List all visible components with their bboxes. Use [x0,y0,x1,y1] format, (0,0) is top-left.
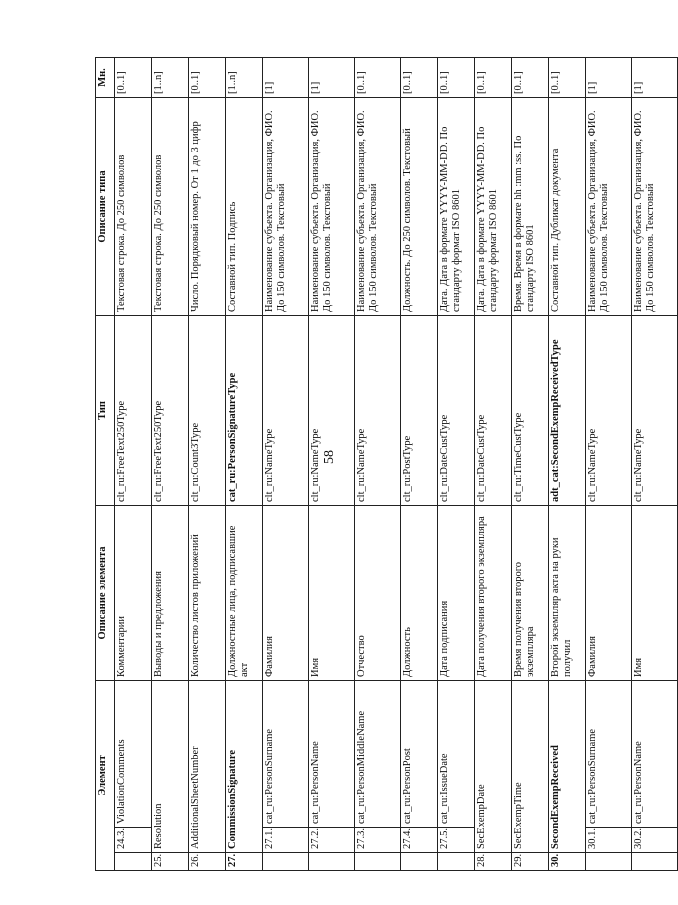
type-description: Дата. Дата в формате YYYY-MM-DD. По стандарту формат ISO 8601 [475,98,512,316]
element-description: Фамилия [263,506,309,681]
type-description: Дата. Дата в формате YYYY-MM-DD. По стандарту формат ISO 8601 [438,98,475,316]
type-description: Число. Порядковый номер. От 1 до 3 цифр [189,98,226,316]
page-number: 58 [322,450,337,464]
multiplicity: [1] [586,58,632,98]
table-row [401,58,438,871]
element-description: Второй экземпляр акта на руки получил [549,506,586,681]
multiplicity: [0..1] [512,58,549,98]
table-row [189,58,226,871]
element-name: cat_ru:PersonSurname [263,681,309,828]
element-description: Комментарии [115,506,152,681]
element-type: clt_ru:NameType [632,316,678,506]
row-number: 27.5. [438,828,475,853]
type-description: Текстовая строка. До 250 символов [115,98,152,316]
table-row [549,58,586,871]
multiplicity: [1] [632,58,678,98]
element-type: clt_ru:NameType [309,316,355,506]
element-type: cat_ru:PersonSignatureType [226,316,263,506]
row-number: 27. [226,853,263,871]
indent-cell [355,853,401,871]
table-header-row [96,58,115,871]
header-description: Описание элемента [96,506,115,681]
element-name: cat_ru:PersonPost [401,681,438,828]
element-type: clt_ru:PostType [401,316,438,506]
indent-cell [115,853,152,871]
multiplicity: [0..1] [115,58,152,98]
element-type: clt_ru:DateCustType [438,316,475,506]
element-name: Resolution [152,681,189,853]
row-number: 26. [189,853,226,871]
row-number: 30. [549,853,586,871]
table-row [115,58,152,871]
multiplicity: [0..1] [355,58,401,98]
multiplicity: [0..1] [475,58,512,98]
indent-cell [632,853,678,871]
element-description: Дата подписания [438,506,475,681]
element-name: cat_ru:PersonName [632,681,678,828]
header-type: Тип [96,316,115,506]
multiplicity: [1] [309,58,355,98]
indent-cell [586,853,632,871]
element-type: clt_ru:Count3Type [189,316,226,506]
multiplicity: [0..1] [401,58,438,98]
multiplicity: [0..1] [189,58,226,98]
element-name: AdditionalSheetNumber [189,681,226,853]
element-description: Имя [632,506,678,681]
table-row [309,58,355,871]
type-description: Составной тип. Дубликат документа [549,98,586,316]
element-description: Фамилия [586,506,632,681]
indent-cell [401,853,438,871]
type-description: Наименование субъекта. Организация, ФИО. До 150 символов. Текстовый [586,98,632,316]
indent-cell [438,853,475,871]
element-type: clt_ru:FreeText250Type [115,316,152,506]
type-description: Текстовая строка. До 250 символов [152,98,189,316]
element-type: clt_ru:DateCustType [475,316,512,506]
row-number: 28. [475,853,512,871]
element-description: Должностные лица, подписавшие акт [226,506,263,681]
multiplicity: [1..n] [152,58,189,98]
element-description: Количество листов приложений [189,506,226,681]
element-description: Должность [401,506,438,681]
multiplicity: [1] [263,58,309,98]
table-row [355,58,401,871]
table-row [475,58,512,871]
element-name: cat_ru:PersonMiddleName [355,681,401,828]
element-name: SecExempDate [475,681,512,853]
element-description: Дата получения второго экземпляра [475,506,512,681]
multiplicity: [1..n] [226,58,263,98]
indent-cell [263,853,309,871]
row-number: 27.3. [355,828,401,853]
element-description: Имя [309,506,355,681]
type-description: Составной тип. Подпись [226,98,263,316]
element-spec-table [95,57,678,871]
type-description: Должность. До 250 символов. Текстовый [401,98,438,316]
element-name: cat_ru:IssueDate [438,681,475,828]
element-type: clt_ru:NameType [263,316,309,506]
row-number: 30.2. [632,828,678,853]
row-number: 24.3. [115,828,152,853]
type-description: Время. Время в формате hh :mm :ss. По стандарту ISO 8601 [512,98,549,316]
element-name: CommissionSignature [226,681,263,853]
element-type: clt_ru:NameType [586,316,632,506]
element-type: adt_cat:SecondExempReceivedType [549,316,586,506]
table-row [263,58,309,871]
multiplicity: [0..1] [549,58,586,98]
table-row [512,58,549,871]
element-description: Время получения второго экземпляра [512,506,549,681]
element-name: SecExempTime [512,681,549,853]
row-number: 27.2. [309,828,355,853]
table-row [438,58,475,871]
table-container [95,58,656,871]
multiplicity: [0..1] [438,58,475,98]
element-name: cat_ru:PersonSurname [586,681,632,828]
element-name: ViolationComments [115,681,152,828]
element-type: clt_ru:FreeText250Type [152,316,189,506]
row-number: 29. [512,853,549,871]
table-row [586,58,632,871]
row-number: 30.1. [586,828,632,853]
table-row [632,58,678,871]
row-number: 27.1. [263,828,309,853]
type-description: Наименование субъекта. Организация, ФИО. До 150 символов. Текстовый [355,98,401,316]
row-number: 25. [152,853,189,871]
table-row [152,58,189,871]
indent-cell [309,853,355,871]
header-type-description: Описание типа [96,98,115,316]
header-element: Элемент [96,681,115,871]
element-name: SecondExempReceived [549,681,586,853]
element-name: cat_ru:PersonName [309,681,355,828]
element-type: clt_ru:NameType [355,316,401,506]
element-type: clt_ru:TimeCustType [512,316,549,506]
type-description: Наименование субъекта. Организация, ФИО. До 150 символов. Текстовый [632,98,678,316]
element-description: Отчество [355,506,401,681]
table-row [226,58,263,871]
type-description: Наименование субъекта. Организация, ФИО. До 150 символов. Текстовый [309,98,355,316]
type-description: Наименование субъекта. Организация, ФИО. До 150 символов. Текстовый [263,98,309,316]
header-multiplicity: Мн. [96,58,115,98]
element-description: Выводы и предложения [152,506,189,681]
row-number: 27.4. [401,828,438,853]
